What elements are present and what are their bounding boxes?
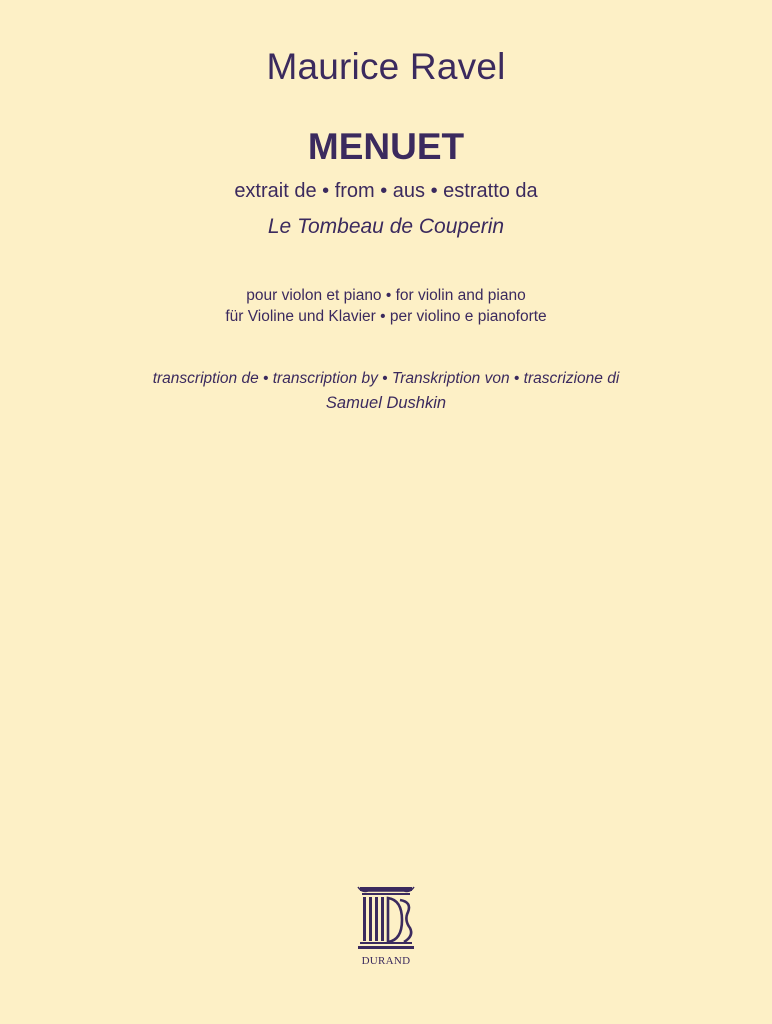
piece-title: MENUET [307,126,465,167]
instrumentation-line-2: für Violine und Klavier • per violino e pianoforte [225,308,547,325]
durand-logo [356,884,416,974]
work-title: Le Tombeau de Couperin [267,215,505,238]
composer-name: Maurice Ravel [266,46,506,87]
transcription-line: transcription de • transcription by • Transkription von • trascrizione di [152,370,620,387]
publisher-name: DURAND [361,955,411,967]
instrumentation-line-1: pour violon et piano • for violin and piano [246,287,526,304]
durand-column-logo-icon [356,884,416,954]
extract-from-line: extrait de • from • aus • estratto da [234,180,538,202]
transcriber-name: Samuel Dushkin [325,394,447,412]
